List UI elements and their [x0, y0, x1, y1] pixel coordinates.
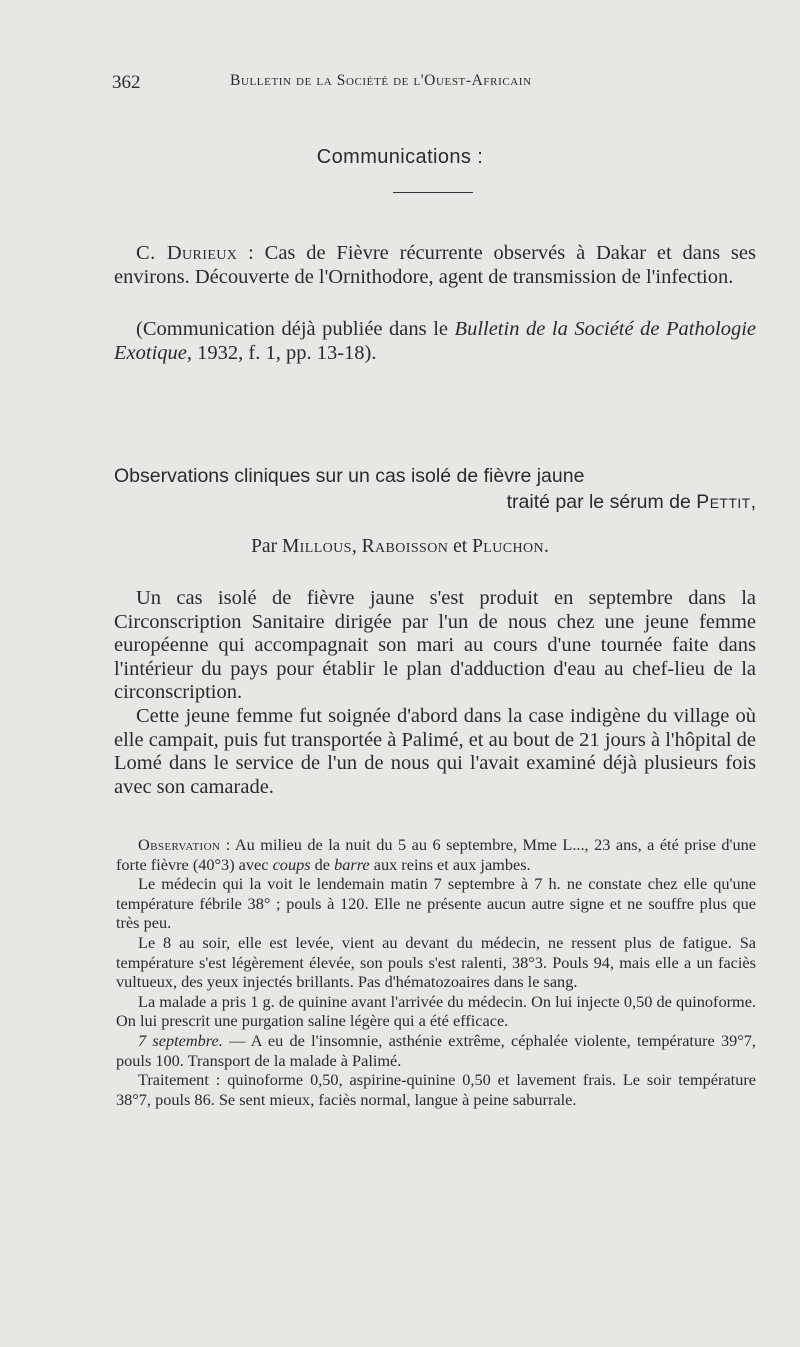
durieux-communication [114, 242, 756, 289]
page-header [112, 72, 652, 96]
section-title: Communications : [316, 146, 484, 168]
publication-note: (Communication déjà publiée dans le Bulletin de la Société de Pathologie Exotique, 1932, f. 1, pp. 13-18). [114, 318, 756, 364]
body-paragraph-2: Cette jeune femme fut soignée d'abord dans la case indigène du village où elle campait, puis fut transportée à Palimé, et au bout de 21 jours à l'hôpital de Lomé dans le service de l'un de nous qui l'avait examiné déjà plusieurs fois avec son camarade. [114, 705, 756, 798]
observation-paragraph-6: Traitement : quinoforme 0,50, aspirine-quinine 0,50 et lavement frais. Le soir température 38°7, pouls 86. Se sent mieux, faciès normal, langue à peine saburrale. [116, 1070, 756, 1109]
observation-date: 7 septembre. [138, 1030, 223, 1050]
author-pluchon: Pluchon [472, 536, 545, 557]
body-paragraph-1: Un cas isolé de fièvre jaune s'est produit en septembre dans la Circonscription Sanitaire dirigée par l'un de nous chez une jeune femme européenne qui accompagnait son mari au cours d'une tournée faite dans l'intérieur du pays pour établir le plan d'adduction d'eau au chef-lieu de la circonscription. [114, 587, 756, 703]
article-title-line1: Observations cliniques sur un cas isolé de fièvre jaune [114, 465, 585, 487]
author-name: C. Durieux [136, 242, 238, 264]
page-number: 362 [112, 72, 141, 93]
observation-section [116, 835, 756, 1109]
observation-paragraph-3: Le 8 au soir, elle est levée, vient au devant du médecin, ne ressent plus de fatigue. Sa température s'est légèrement élevée, son pouls s'est ralenti, 38°3. Pouls 94, mais elle a un faciès vultueux, des yeux injectés brillants. Pas d'hématozoaires dans le sang. [116, 932, 756, 992]
article-title-line2: traité par le sérum de Pettit, [506, 491, 756, 513]
journal-title: Bulletin de la Société de Pathologie Exotique [114, 318, 756, 364]
author-millous: Millous [281, 536, 352, 557]
article-title [114, 463, 756, 515]
communication-text: : Cas de Fièvre récurrente observés à Dakar et dans ses environs. Découverte de l'Ornithodore, agent de transmission de l'infection. [114, 242, 756, 288]
pettit-name: Pettit [696, 491, 751, 513]
section-divider [393, 192, 473, 193]
article-authors: Par Millous, Raboisson et Pluchon. [251, 536, 549, 557]
observation-label: Observation [138, 835, 221, 854]
author-raboisson: Raboisson [361, 536, 449, 557]
observation-paragraph-2: Le médecin qui la voit le lendemain matin 7 septembre à 7 h. ne constate chez elle qu'une température fébrile 38° ; pouls à 120. Elle ne présente aucun autre signe et ne souffre plus que très peu. [116, 874, 756, 933]
observation-paragraph-5: 7 septembre. — A eu de l'insomnie, asthénie extrême, céphalée violente, température 39°7, pouls 100. Transport de la malade à Palimé. [116, 1030, 756, 1070]
observation-paragraph-4: La malade a pris 1 g. de quinine avant l'arrivée du médecin. On lui injecte 0,50 de quinoforme. On lui prescrit une purgation saline légère qui a été efficace. [116, 991, 756, 1031]
running-title: Bulletin de la Société de l'Ouest-Africain [230, 72, 532, 89]
observation-paragraph-1: Observation : Au milieu de la nuit du 5 au 6 septembre, Mme L..., 23 ans, a été prise d'une forte fièvre (40°3) avec coups de barre aux reins et aux jambes. [116, 835, 756, 874]
